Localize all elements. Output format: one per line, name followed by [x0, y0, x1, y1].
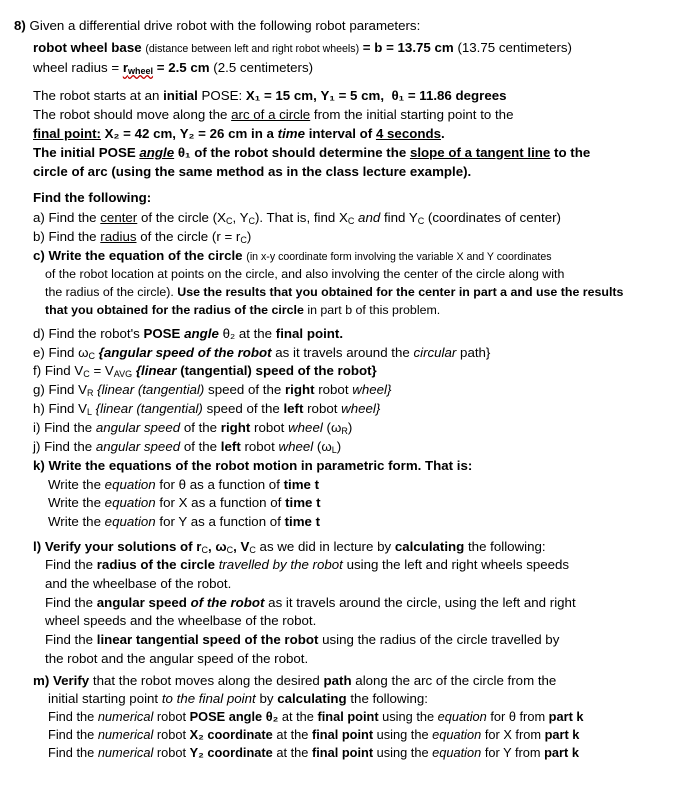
item-k-x: Write the equation for X as a function of time t [48, 495, 321, 510]
item-m-line2: initial starting point to the final point by calculating the following: [48, 691, 428, 706]
item-b: b) Find the radius of the circle $(r = r_C)$ [33, 229, 252, 245]
wheelbase-line: robot wheel base (distance between left and right robot wheels) = b = 13.75 cm (13.75 centimeters) [33, 40, 572, 55]
problem-intro: 8) Given a differential drive robot with the following robot parameters: [14, 18, 421, 33]
item-d: d) Find the robot's POSE angle θ₂ at the final point. [33, 326, 344, 341]
item-l-angular: Find the angular speed of the robot as it travels around the circle, using the left and right [45, 595, 576, 610]
item-c-line2: of the robot location at points on the circle, and also involving the center of the circle along with [45, 267, 565, 281]
item-l: l) Verify your solutions of $r_C$, $\omega_C$, $V_C$ as we did in lecture by calculating the following: [33, 539, 546, 555]
item-c-line4: that you obtained for the radius of the circle in part b of this problem. [45, 303, 441, 317]
item-c-line3: the radius of the circle). Use the results that you obtained for the center in part a and use the results [45, 285, 624, 299]
item-l-linear-cont: the robot and the angular speed of the robot. [45, 651, 309, 666]
item-l-linear: Find the linear tangential speed of the robot using the radius of the circle travelled by [45, 632, 560, 647]
item-c: c) Write the equation of the circle (in x-y coordinate form involving the variable X and Y coordinates [33, 248, 552, 263]
item-l-angular-cont: wheel speeds and the wheelbase of the robot. [45, 613, 317, 628]
move-arc-line: The robot should move along the arc of a circle from the initial starting point to the [33, 107, 514, 122]
item-f: f) Find $V_C = V_{AVG}$ {linear (tangential) speed of the robot} [33, 363, 377, 379]
circle-note-line: circle of arc (using the same method as in the class lecture example). [33, 164, 472, 179]
item-j: j) Find the angular speed of the left robot wheel $(\omega_L)$ [33, 439, 342, 455]
item-g: g) Find $V_R$ {linear (tangential) speed of the right robot wheel} [33, 382, 392, 398]
initial-pose-line: The robot starts at an initial POSE: X₁ = 15 cm, Y₁ = 5 cm, θ₁ = 11.86 degrees [33, 88, 507, 103]
item-l-radius: Find the radius of the circle travelled by the robot using the left and right wheels speeds [45, 557, 570, 572]
item-m-y: Find the numerical robot Y₂ coordinate at the final point using the equation for Y from part k [48, 745, 579, 760]
item-k-theta: Write the equation for θ as a function of time t [48, 477, 320, 492]
item-k: k) Write the equations of the robot motion in parametric form. That is: [33, 458, 473, 473]
item-h: h) Find $V_L$ {linear (tangential) speed of the left robot wheel} [33, 401, 381, 417]
item-k-y: Write the equation for Y as a function of time t [48, 514, 321, 529]
initial-angle-line: The initial POSE angle θ₁ of the robot should determine the slope of a tangent line to the [33, 145, 591, 160]
item-m: m) Verify that the robot moves along the desired path along the arc of the circle from the [33, 673, 557, 688]
find-heading: Find the following: [33, 190, 152, 205]
item-e: e) Find $\omega_C$ {angular speed of the robot as it travels around the circular path} [33, 345, 491, 361]
item-m-theta: Find the numerical robot POSE angle θ₂ at the final point using the equation for θ from part k [48, 709, 584, 724]
wheel-radius-line: wheel radius = $r_{wheel} = 2.5$ cm (2.5 centimeters) [33, 60, 314, 76]
final-point-line: final point: X₂ = 42 cm, Y₂ = 26 cm in a time interval of 4 seconds. [33, 126, 445, 141]
item-i: i) Find the angular speed of the right robot wheel $(\omega_R)$ [33, 420, 353, 436]
item-l-radius-cont: and the wheelbase of the robot. [45, 576, 232, 591]
item-m-x: Find the numerical robot X₂ coordinate at the final point using the equation for X from part k [48, 727, 580, 742]
item-a: a) Find the center of the circle ($X_C$, $Y_C$). That is, find $X_C$ and find $Y_C$ (coordinates of center) [33, 210, 561, 226]
